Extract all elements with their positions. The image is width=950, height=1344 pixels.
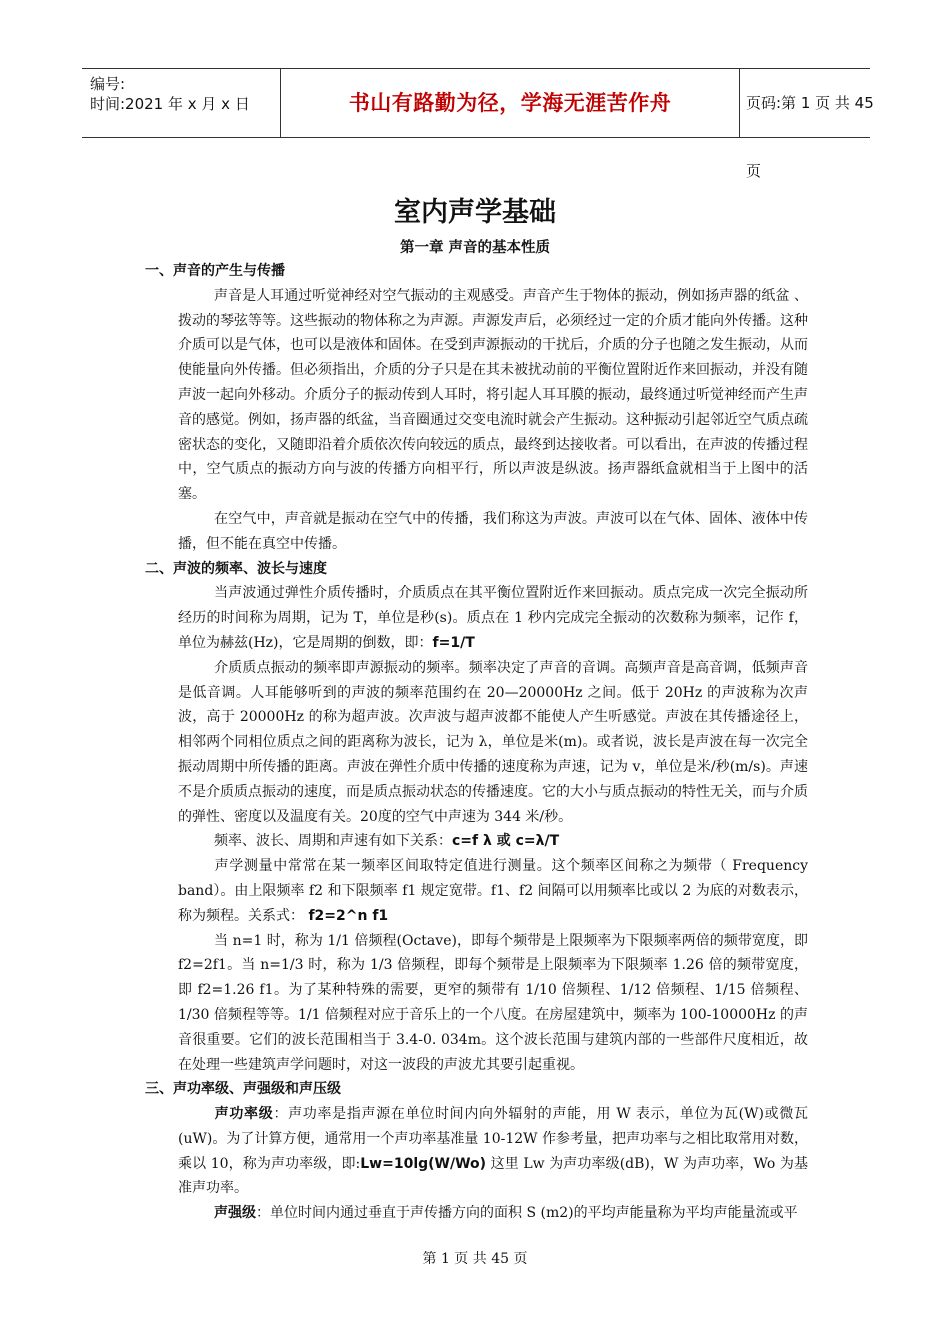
paragraph: [146, 507, 808, 557]
header-number-label: 编号:: [90, 75, 126, 93]
formula: c=f λ 或 c=λ/T: [452, 833, 560, 850]
header-date-label: 时间:2021 年 x 月 x 日: [90, 95, 250, 113]
paragraph: [146, 1201, 808, 1226]
paragraph: [146, 581, 808, 655]
paragraph: [146, 854, 808, 928]
header-page-info: 页码:第 1 页 共 45 页: [746, 94, 874, 180]
paragraph-text: 声音是人耳通过听觉神经对空气振动的主观感受。声音产生于物体的振动，例如扬声器的纸盆 、拨动的琴弦等等。这些振动的物体称之为声源。声源发声后，必须经过一定的介质才能向外传播。这种介质可以是气体，也可以是液体和固体。在受到声源振动的干扰后，介质的分子也随之发生振动，从而使能量向外传播。但必须指出，介质的分子只是在其未被扰动前的平衡位置附近作来回振动，并没有随声波一起向外移动。介质分子的振动传到人耳时，将引起人耳耳膜的振动，最终通过听觉神经而产生声音的感觉。例如，扬声器的纸盆，当音圈通过交变电流时就会产生振动。这种振动引起邻近空气质点疏密状态的变化，又随即沿着介质依次传向较远的质点，最终到达接收者。可以看出，在声波的传播过程中，空气质点的振动方向与波的传播方向相平行，所以声波是纵波。扬声器纸盒就相当于上图中的活塞。: [178, 287, 808, 503]
term-lead: 声强级: [214, 1205, 256, 1222]
section-heading: 三、声功率级、声强级和声压级: [145, 1081, 341, 1098]
paragraph-text: 当 n=1 时，称为 1/1 倍频程(Octave)，即每个频带是上限频率为下限频率两倍的频带宽度，即 f2=2f1。当 n=1/3 时，称为 1/3 倍频程，即每个频带是上限频率为下限频率 1.26 倍的频带宽度，即 f2=1.26 f1。为了某种特殊的需要，更窄的频带有 1/10 倍频程、1/12 倍频程、1/15 倍频程、1/30 倍频程等等。1/1 倍频程对应于音乐上的一个八度。在房屋建筑中，频率为 100-10000Hz 的声音很重要。它们的波长范围相当于 3.4-0. 034m。这个波长范围与建筑内部的一些部件尺度相近，故在处理一些建筑声学问题时，对这一波段的声波尤其要引起重视。: [178, 932, 808, 1073]
header-left-cell: [82, 69, 280, 137]
paragraph: [146, 656, 808, 830]
header-motto: 书山有路勤为径，学海无涯苦作舟: [280, 69, 740, 137]
paragraph-text: 声学测量中常常在某一频率区间取特定值进行测量。这个频率区间称之为频带（ Frequency band）。由上限频率 f2 和下限频率 f1 规定宽带。f1、f2 间隔可以用频率比或以 2 为底的对数表示，称为频程。关系式：: [178, 858, 808, 924]
formula: Lw=10lg(W/Wo): [360, 1155, 487, 1172]
page-footer: 第 1 页 共 45 页: [422, 1251, 528, 1267]
paragraph: [146, 929, 808, 1078]
formula: f=1/T: [432, 634, 475, 651]
paragraph-text: ：单位时间内通过垂直于声传播方向的面积 S (m2)的平均声能量称为平均声能量流或平: [256, 1205, 798, 1222]
document-body: [146, 259, 808, 1226]
formula: f2=2^n f1: [308, 907, 389, 924]
chapter-title: 第一章 声音的基本性质: [399, 240, 551, 256]
paragraph-text: 当声波通过弹性介质传播时，介质质点在其平衡位置附近作来回振动。质点完成一次完全振动所经历的时间称为周期，记为 T，单位是秒(s)。质点在 1 秒内完成完全振动的次数称为频率，记作 f，单位为赫兹(Hz)，它是周期的倒数，即：: [178, 585, 808, 651]
section-heading: 一、声音的产生与传播: [145, 263, 285, 279]
paragraph-tail: 这里 Lw 为声功率级(dB)，W 为声功率，Wo 为基准声功率。: [178, 1155, 809, 1197]
paragraph-text: 在空气中，声音就是振动在空气中的传播，我们称这为声波。声波可以在气体、固体、液体中传播，但不能在真空中传播。: [178, 510, 808, 552]
section-heading: 二、声波的频率、波长与速度: [145, 560, 327, 577]
paragraph: [146, 284, 808, 507]
paragraph-text: ：声功率是指声源在单位时间内向外辐射的声能，用 W 表示，单位为瓦(W)或微瓦(uW)。为了计算方便，通常用一个声功率基准量 10-12W 作参考量，把声功率与之相比取常用对数，乘以 10，称为声功率级，即:: [178, 1106, 809, 1172]
paragraph: [146, 1102, 808, 1201]
paragraph-text: 频率、波长、周期和声速有如下关系：: [214, 833, 452, 850]
document-title: 室内声学基础: [394, 197, 556, 228]
term-lead: 声功率级: [214, 1106, 274, 1123]
paragraph-text: 介质质点振动的频率即声源振动的频率。频率决定了声音的音调。高频声音是高音调，低频声音是低音调。人耳能够听到的声波的频率范围约在 20—20000Hz 之间。低于 20Hz 的声波称为次声波，高于 20000Hz 的称为超声波。次声波与超声波都不能使人产生听感觉。声波在其传播途径上，相邻两个同相位质点之间的距离称为波长，记为 λ，单位是米(m)。或者说，波长是声波在每一次完全振动周期中所传播的距离。声波在弹性介质中传播的速度称为声速，记为 v，单位是米/秒(m/s)。声速不是介质质点振动的速度，而是质点振动状态的传播速度。它的大小与质点振动的特性无关，而与介质的弹性、密度以及温度有关。20度的空气中声速为 344 米/秒。: [178, 659, 808, 825]
page-header: [82, 68, 874, 180]
paragraph: [146, 829, 808, 854]
